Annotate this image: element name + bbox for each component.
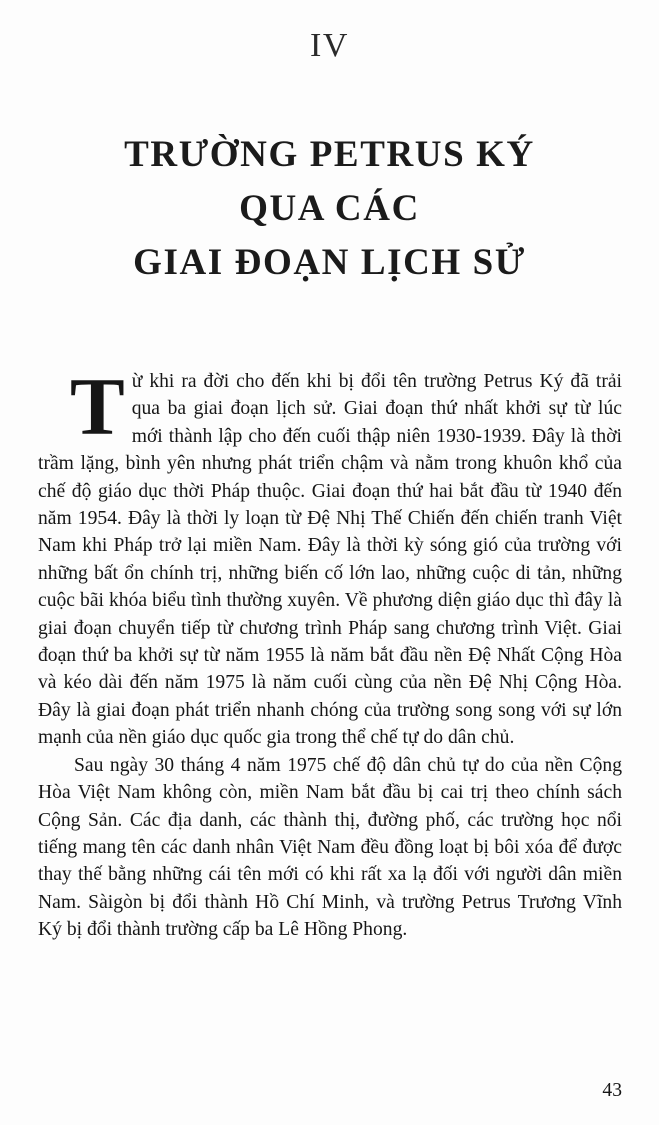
chapter-number: IV [310,27,349,64]
paragraph-2-text: Sau ngày 30 tháng 4 năm 1975 chế độ dân chủ tự do của nền Cộng Hòa Việt Nam không còn, miền Nam bắt đầu bị cai trị theo chính sách Cộng Sản. Các địa danh, các thành thị, đường phố, các trường học nổi tiếng mang tên các danh nhân Việt Nam đều đồng loạt bị bôi xóa để được thay thế bằng những cái tên mới có khi rất xa lạ đối với người dân miền Nam. Sàigòn bị đổi thành Hồ Chí Minh, và trường Petrus Trương Vĩnh Ký bị đổi thành trường cấp ba Lê Hồng Phong. [38,754,622,941]
page-title-line-2: QUA CÁC [239,188,420,229]
page-title [0,128,659,290]
body-text [38,361,622,944]
page-title-line-1: TRƯỜNG PETRUS KÝ [124,134,535,175]
paragraph-1 [38,361,622,752]
page-number: 43 [602,1080,622,1101]
page-title-line-3: GIAI ĐOẠN LỊCH SỬ [133,242,526,283]
paragraph-1-text: ừ khi ra đời cho đến khi bị đổi tên trường Petrus Ký đã trải qua ba giai đoạn lịch sử. Giai đoạn thứ nhất khởi sự từ lúc mới thành lập cho đến cuối thập niên 1930-1939. Đây là thời trầm lặng, bình yên nhưng phát triển chậm và nằm trong khuôn khổ của chế độ giáo dục thời Pháp thuộc. Giai đoạn thứ hai bắt đầu từ 1940 đến năm 1954. Đây là thời ly loạn từ Đệ Nhị Thế Chiến đến chiến tranh Việt Nam khi Pháp trở lại miền Nam. Đây là thời kỳ sóng gió của trường với những bất ổn chính trị, những biến cố lớn lao, những cuộc di tản, những cuộc bãi khóa biểu tình thường xuyên. Về phương diện giáo dục thì đây là giai đoạn chuyển tiếp từ chương trình Pháp sang chương trình Việt. Giai đoạn thứ ba khởi sự từ năm 1955 là năm bắt đầu nền Đệ Nhất Cộng Hòa và kéo dài đến năm 1975 là năm cuối cùng của nền Đệ Nhị Cộng Hòa. Đây là giai đoạn phát triển nhanh chóng của trường song song với sự lớn mạnh của nền giáo dục quốc gia trong thể chế tự do dân chủ. [38,371,622,749]
drop-cap-letter: T [70,361,125,452]
paragraph-2 [38,752,622,944]
